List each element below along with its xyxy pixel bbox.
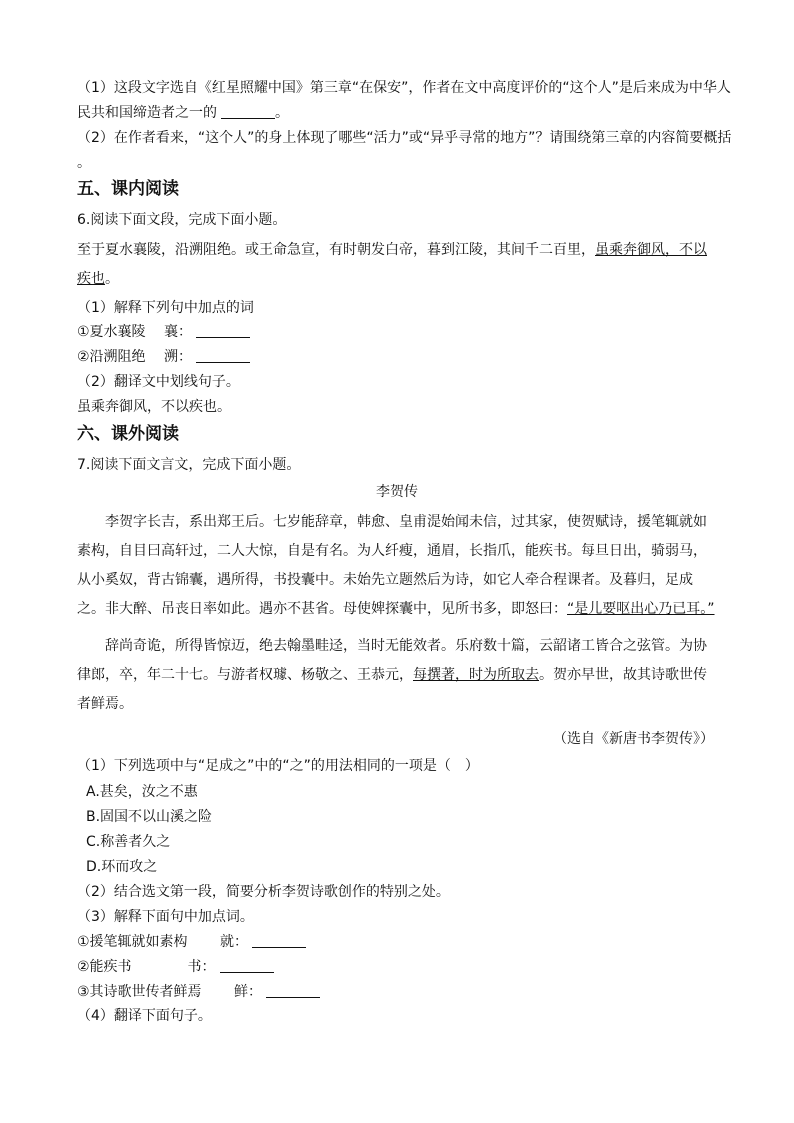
passage-paragraph-1 <box>77 508 717 624</box>
para2-end: 。贺亦早世，故其诗歌世传者鲜焉。 <box>77 667 707 712</box>
para2-text: 辞尚奇诡，所得皆惊迈，绝去翰墨畦迳，当时无能效者。乐府数十篇，云韶诸工皆合之弦管。为协律郎，卒，年二十七。与游者权璩、杨敬之、王恭元， <box>77 638 707 683</box>
answer-blank[interactable] <box>220 958 274 973</box>
q6-underlined-sentence: 虽乘奔御风，不以疾 <box>77 242 707 287</box>
para1-text: 李贺字长吉，系出郑王后。七岁能辞章，韩愈、皇甫湜始闻未信，过其家，使贺赋诗，援笔辄就如素构，自目曰高轩过，二人大惊，自是有名。为人纤瘦，通眉，长指爪，能疾书。每旦日出，骑弱马，从小奚奴，背古锦囊，遇所得，书投囊中。未始先立题然后为诗，如它人牵合程课者。及暮归，足成之。非大醉、吊丧日率如此。遇亦不甚省。母使婢探囊中，见所书多，即怒曰： <box>77 514 707 617</box>
q5-sub1-line2 <box>77 103 289 123</box>
q6-item2-text: ②沿溯阻绝 溯： <box>77 349 193 365</box>
q7-sub4: （4）翻译下面句子。 <box>77 1008 212 1024</box>
q7-sub1: （1）下列选项中与“足成之”中的“之”的用法相同的一项是（ ） <box>77 758 479 774</box>
q6-passage <box>77 236 717 294</box>
q7-sub3: （3）解释下面句中加点词。 <box>77 909 254 925</box>
q6-passage-text: 至于夏水襄陵，沿溯阻绝。或王命急宣，有时朝发白帝，暮到江陵，其间千二百里， <box>77 242 595 258</box>
answer-blank[interactable] <box>221 104 275 119</box>
q6-sub1: （1）解释下列句中加点的词 <box>77 300 254 316</box>
passage-source: （选自《新唐书李贺传》） <box>553 731 714 747</box>
passage-paragraph-2 <box>77 632 717 719</box>
q6-sub2: （2）翻译文中划线句子。 <box>77 374 240 390</box>
passage-title: 李贺传 <box>376 484 418 500</box>
q7-item1 <box>77 932 306 952</box>
para1-quote: “是儿要呕出心乃已耳。” <box>567 601 715 617</box>
q6-intro: 6.阅读下面文段，完成下面小题。 <box>77 212 287 228</box>
q6-underlined-sentence-end: 也 <box>91 271 105 287</box>
q6-item1 <box>77 322 250 342</box>
q7-item3 <box>77 982 320 1002</box>
q7-item1-text: ①援笔辄就如素构 就： <box>77 934 249 950</box>
q7-item3-text: ③其诗歌世传者鲜焉 鲜： <box>77 984 263 1000</box>
section-5-heading: 五、课内阅读 <box>77 179 179 199</box>
option-a[interactable]: A.甚矣，汝之不惠 <box>86 784 198 800</box>
section-6-heading: 六、课外阅读 <box>77 424 179 444</box>
q7-intro: 7.阅读下面文言文，完成下面小题。 <box>77 457 301 473</box>
answer-blank[interactable] <box>266 983 320 998</box>
q5-sub1-line1: （1）这段文字选自《红星照耀中国》第三章“在保安”，作者在文中高度评价的“这个人”是后来成为中华人 <box>77 80 731 96</box>
q7-item2 <box>77 957 274 977</box>
para2-underlined: 每撰著，时为所取去 <box>413 667 539 683</box>
q6-item2 <box>77 347 250 367</box>
answer-blank[interactable] <box>196 348 250 363</box>
option-d[interactable]: D.环而攻之 <box>86 859 158 875</box>
answer-blank[interactable] <box>252 933 306 948</box>
q7-sub2: （2）结合选文第一段，简要分析李贺诗歌创作的特别之处。 <box>77 884 450 900</box>
q6-passage-end: 。 <box>105 271 119 287</box>
q7-item2-text: ②能疾书 书： <box>77 959 216 975</box>
q5-sub2-line1: （2）在作者看来，“这个人”的身上体现了哪些“活力”或“异乎寻常的地方”？请围绕第三章的内容简要概括 <box>77 130 732 146</box>
q5-sub1-text: 民共和国缔造者之一的 <box>77 105 217 121</box>
q6-sentence: 虽乘奔御风，不以疾也。 <box>77 399 231 415</box>
option-b[interactable]: B.固国不以山溪之险 <box>86 809 213 825</box>
q6-item1-text: ①夏水襄陵 襄： <box>77 324 193 340</box>
q5-sub2-line2: 。 <box>77 155 91 171</box>
q5-sub1-end: 。 <box>275 105 289 121</box>
option-c[interactable]: C.称善者久之 <box>86 834 171 850</box>
answer-blank[interactable] <box>196 323 250 338</box>
